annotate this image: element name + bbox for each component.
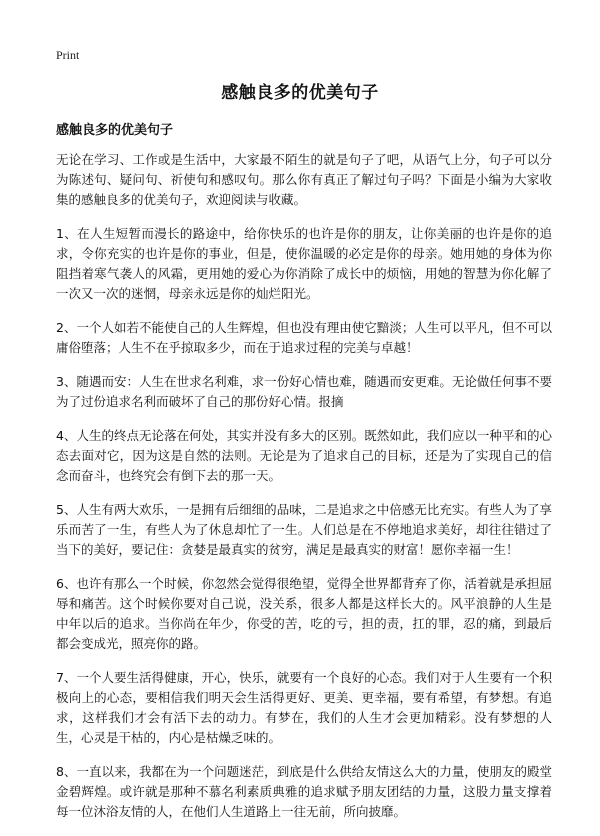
paragraph-7: 7、一个人要生活得健康，开心，快乐，就要有一个良好的心态。我们对于人生要有一个积极向上的心态，要相信我们明天会生活得更好、更美、更幸福，要有希望，有梦想。有追求，这样我们才会有活下去的动力。有梦在，我们的人生才会更加精彩。没有梦想的人生，心灵是干枯的，内心是枯燥乏味的。 bbox=[56, 670, 552, 745]
paragraph-4: 4、人生的终点无论落在何处，其实并没有多大的区别。既然如此，我们应以一种平和的心态去面对它，因为这是自然的法则。无论是为了追求自己的目标，还是为了实现自己的信念而奋斗，也终究会有倒下去的那一天。 bbox=[56, 428, 552, 483]
intro-paragraph: 无论在学习、工作或是生活中，大家最不陌生的就是句子了吧，从语气上分，句子可以分为陈述句、疑问句、祈使句和感叹句。那么你有真正了解过句子吗？下面是小编为大家收集的感触良多的优美句子，欢迎阅读与收藏。 bbox=[56, 152, 552, 207]
paragraph-3: 3、随遇而安：人生在世求名利难，求一份好心情也难，随遇而安更难。无论做任何事不要为了过份追求名利而破坏了自己的那份好心情。报摘 bbox=[56, 374, 552, 409]
page-title: 感触良多的优美句子 bbox=[221, 83, 379, 103]
document-subtitle: 感触良多的优美句子 bbox=[56, 123, 174, 138]
paragraph-1: 1、在人生短暂而漫长的路途中，给你快乐的也许是你的朋友，让你美丽的也许是你的追求，令你充实的也许是你的事业，但是，使你温暖的必定是你的母亲。她用她的身体为你阻挡着寒气袭人的风霜，更用她的爱心为你消除了成长中的烦恼，用她的智慧为你化解了一次又一次的迷惘，母亲永远是你的灿烂阳光。 bbox=[56, 226, 552, 301]
paragraph-8: 8、一直以来，我都在为一个问题迷茫，到底是什么供给友情这么大的力量，使朋友的殿堂金碧辉煌。或许就是那种不慕名利素质典雅的追求赋予朋友团结的力量，这股力量支撑着每一位沐浴友情的人，在他们人生道路上一往无前，所向披靡。 bbox=[56, 764, 552, 819]
article-body bbox=[56, 150, 552, 836]
paragraph-5: 5、人生有两大欢乐，一是拥有后细细的品味，二是追求之中倍感无比充实。有些人为了享乐而苦了一生，有些人为了休息却忙了一生。人们总是在不停地追求美好，却往往错过了当下的美好，要记住：贪婪是最真实的贫穷，满足是最真实的财富！愿你幸福一生！ bbox=[56, 502, 552, 557]
paragraph-2: 2、一个人如若不能使自己的人生辉煌，但也没有理由使它黯淡；人生可以平凡，但不可以庸俗堕落；人生不在乎掠取多少，而在于追求过程的完美与卓越！ bbox=[56, 320, 552, 355]
paragraph-6: 6、也许有那么一个时候，你忽然会觉得很绝望，觉得全世界都背弃了你，活着就是承担屈辱和痛苦。这个时候你要对自己说，没关系，很多人都是这样长大的。风平浪静的人生是中年以后的追求。当你尚在年少，你受的苦，吃的亏，担的责，扛的罪，忍的痛，到最后都会变成光，照亮你的路。 bbox=[56, 576, 552, 651]
print-link[interactable]: Print bbox=[56, 48, 80, 62]
